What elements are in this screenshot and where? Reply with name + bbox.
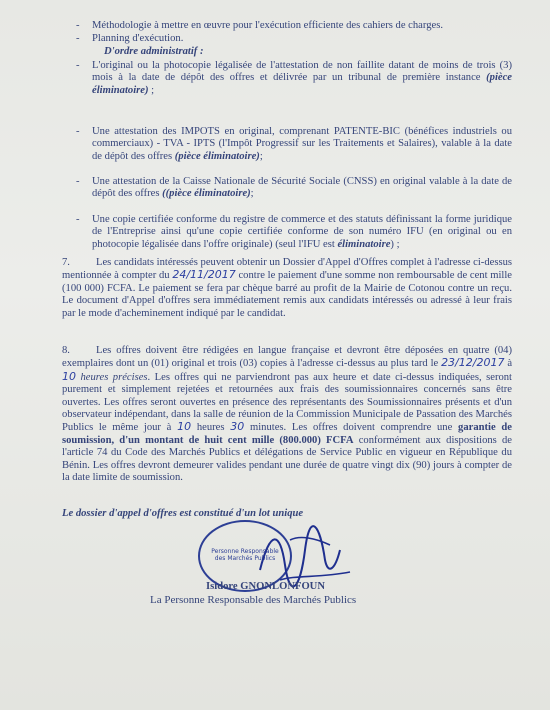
item-text: Une attestation des IMPOTS en original, comprenant PATENTE-BIC (bénéfices industriels ou commerciaux) - TVA - IPTS (l'Impôt Progressif sur les Traitements et Salaires), valable à la date de dépôt des offres — [92, 126, 512, 162]
para7-text-b: contre le paiement d'une somme non remboursable de cent mille (100 000) FCFA. Le paiement se fera par chèque barré au profit de la Mairie de Cotonou contre un reçu. Le document d'Appel d'offres sera immédiatement remis aux candidats intéressés ou adressé à leur frais par le mode d'acheminement indiqué par le candidat. — [62, 270, 513, 319]
item-impots — [92, 126, 512, 163]
item-text: Une copie certifiée conforme du registre de commerce et des statuts définissant la forme juridique de l'Entreprise ainsi qu'une copie certifiée conforme de son numéro IFU (en original ou en photocopie légalisée dans l'offre originale) (seul l'IFU est — [92, 214, 512, 250]
item-tail: ; — [259, 150, 263, 162]
para8-handwritten-open-hour: 10 — [177, 420, 192, 434]
bullet-dash: - — [76, 60, 80, 71]
para8-text-a: Les offres doivent être rédigées en langue française et devront être déposées en quatre (04) exemplaires dont un (01) original et trois (03) copies à l'adresse ci-dessus au plus tard le — [62, 345, 512, 370]
bullet-methodologie: Méthodologie à mettre en œuvre pour l'exécution efficiente des cahiers de charges. — [92, 20, 443, 31]
item-non-faillite — [92, 60, 512, 97]
para8-at: à — [507, 358, 513, 370]
para8-handwritten-date: 23/12/2017 — [441, 356, 505, 370]
stamp-text: Personne Responsable des Marchés Publics — [211, 548, 279, 562]
signatory-title: La Personne Responsable des Marchés Publics — [150, 594, 357, 606]
item-tail: ; — [250, 188, 254, 200]
para8-handwritten-hour: 10 — [62, 369, 76, 383]
bullet-dash: - — [76, 33, 80, 44]
bullet-dash: - — [76, 214, 80, 225]
para8-hours-label: heures précises — [80, 371, 148, 383]
item-tail: ; — [148, 84, 155, 96]
para8-text-b: Les offres qui ne parviendront pas aux heure et date ci-dessus indiquées, seront purement et simplement rejetées et retournées aux frais des soumissionnaires concernés sans être ouvertes. Les offres seront ouvertes en présence des représentants des Soumissionnaires présents et d'un observateur indépendant, dans la salle de réunion de la Commission Municipale de Passation des Marchés Publics le même jour à — [62, 371, 513, 434]
para8-handwritten-open-min: 30 — [230, 420, 245, 434]
para8-heures: heures — [196, 422, 225, 434]
bullet-dash: - — [76, 20, 80, 31]
bullet-dash: - — [76, 176, 80, 187]
item-emphasis: (pièce éliminatoire) — [92, 72, 512, 96]
para7-handwritten-date: 24/11/2017 — [172, 268, 236, 282]
para8-text-d: conformément aux dispositions de l'article 74 du Code des Marchés Publics et délégations de Service Public en vigueur en République du Bénin. Les offres devront demeurer valides pendant une durée de quatre vingt dix (90) jours à compter de la date limite de soumission. — [62, 434, 512, 484]
item-text: L'original ou la photocopie légalisée de l'attestation de non faillite datant de moins de trois (3) mois à la date de dépôt des offres et délivrée par un tribunal de première instance — [92, 60, 512, 84]
item-registre — [92, 214, 512, 251]
para8-guarantee: garantie de soumission, d'un montant de huit cent mille (800.000) FCFA — [62, 422, 513, 446]
item-emphasis: éliminatoire — [337, 238, 391, 250]
para7-text-a: Les candidats intéressés peuvent obtenir un Dossier d'Appel d'Offres complet à l'adresse ci-dessus mentionnée à compter du — [62, 257, 512, 282]
para8-body: Les offres doivent être rédigées en langue française et devront être déposées en quatre (04) exemplaires dont un (01) original et trois (03) copies à l'adresse ci-dessus au plus tard le 23/12/2017 à 10 heures précises. Les offres qui ne parviendront pas aux heure et date ci-dessus indiquées, seront purement et simplement rejetées et retournées aux frais des soumissionnaires concernés sans être ouvertes. Les offres seront ouvertes en présence des représentants des Soumissionnaires présents et d'un observateur indépendant, dans la salle de réunion de la Commission Municipale de Passation des Marchés Publics le même jour à 10 heures 30 minutes. Les offres doivent comprendre une garantie de soumission, d'un montant de huit cent mille (800.000) FCFA conformément aux dispositions de l'article 74 du Code des Marchés Publics et délégations de Service Public en vigueur en République du Bénin. Les offres devront demeurer valides pendant une durée de quatre vingt dix (90) jours à compter de la date limite de soumission. — [62, 345, 513, 484]
para8-number: 8. — [62, 345, 70, 356]
para7-body — [62, 257, 512, 320]
para7-number: 7. — [62, 257, 70, 268]
item-text: Une attestation de la Caisse Nationale de Sécurité Sociale (CNSS) en original valable à la date de dépôt des offres — [92, 176, 512, 200]
item-tail: ) ; — [390, 238, 400, 250]
lot-sentence: Le dossier d'appel d'offres est constitué d'un lot unique — [62, 508, 304, 519]
item-emphasis: (pièce éliminatoire) — [174, 150, 260, 162]
para8-minutes: minutes. — [249, 422, 287, 434]
admin-heading: D'ordre administratif : — [104, 46, 204, 57]
bullet-dash: - — [76, 126, 80, 137]
signatory-name: Isidore GNONLONFOUN — [206, 581, 325, 592]
item-emphasis: ((pièce éliminatoire) — [162, 188, 251, 200]
bullet-planning: Planning d'exécution. — [92, 33, 184, 44]
item-cnss — [92, 176, 512, 201]
para8-text-c: Les offres doivent comprendre une — [291, 422, 453, 434]
